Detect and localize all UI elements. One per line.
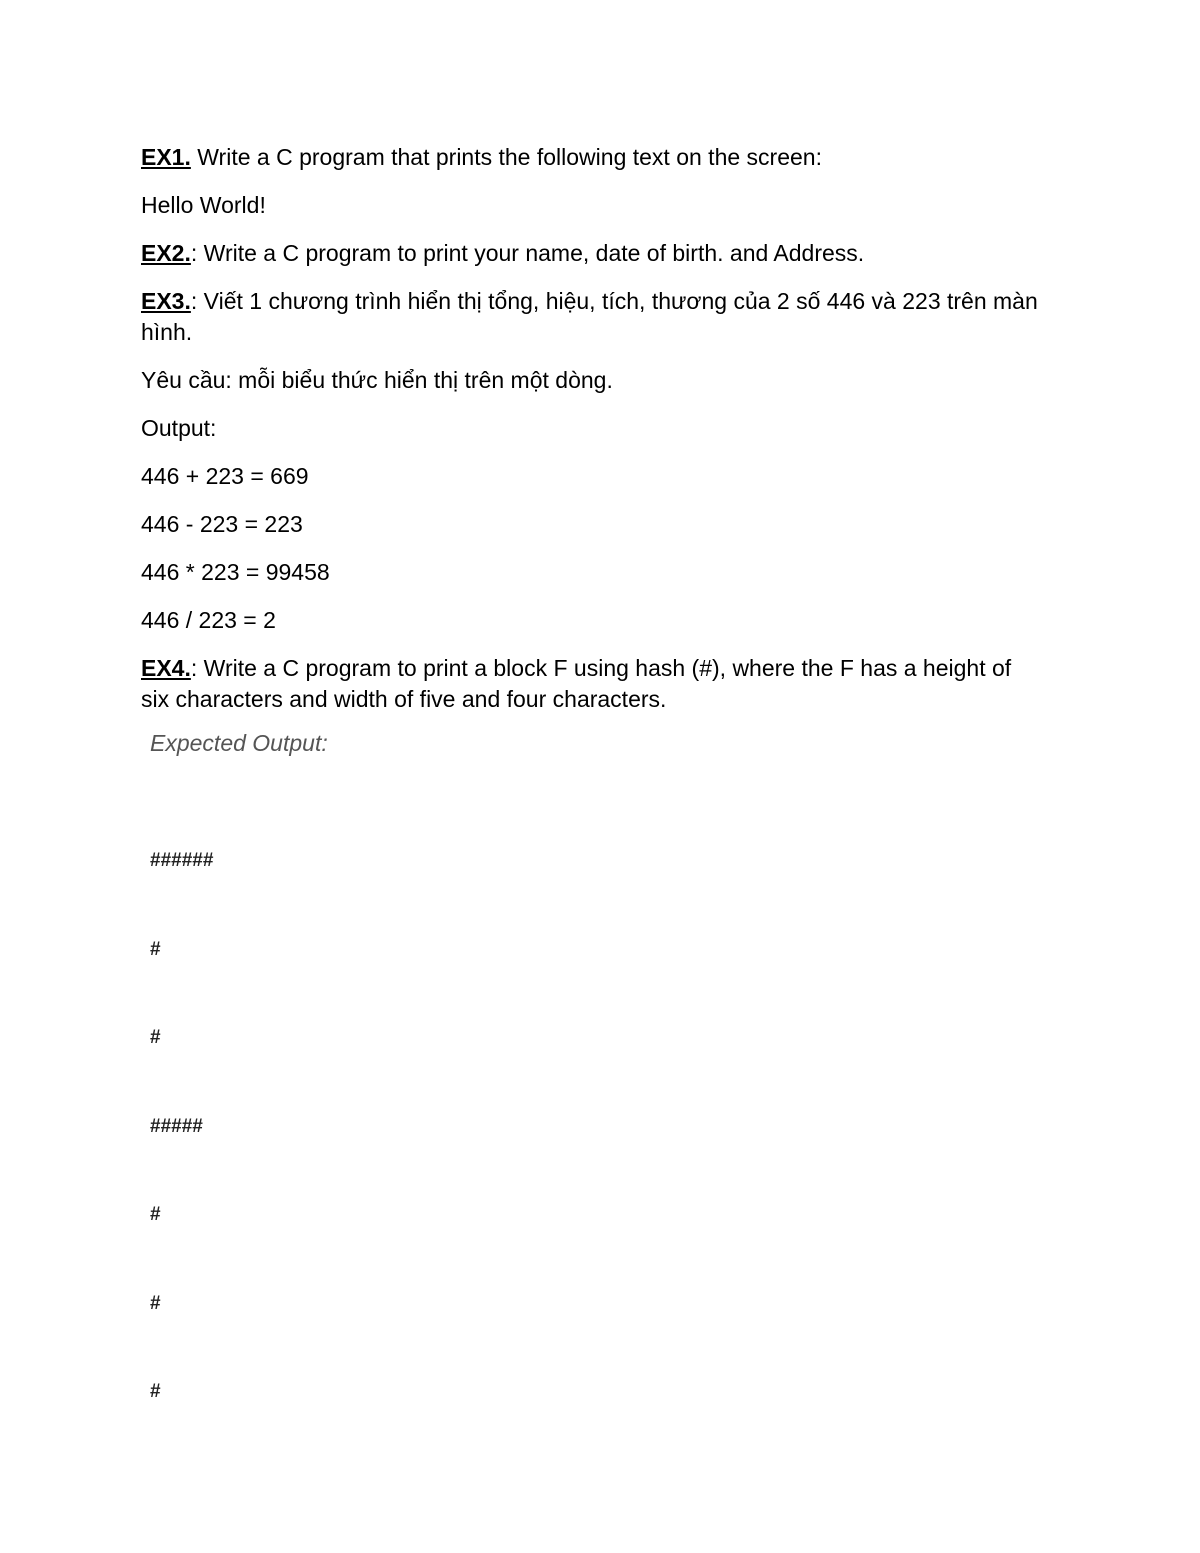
ex3-output-label: Output: — [141, 415, 217, 441]
ex1-paragraph — [141, 142, 1041, 173]
ex3-output-line: 446 - 223 = 223 — [141, 511, 303, 537]
ex3-requirement: Yêu cầu: mỗi biểu thức hiển thị trên một dòng. — [141, 367, 613, 393]
ex3-output-line: 446 * 223 = 99458 — [141, 559, 330, 585]
hash-line: ##### — [150, 1115, 203, 1137]
ex2-text: : Write a C program to print your name, date of birth. and Address. — [190, 240, 865, 266]
ex1-label: EX1. — [141, 144, 191, 170]
hash-line: # — [150, 1292, 161, 1314]
ex3-paragraph — [141, 286, 1041, 348]
ex4-paragraph — [141, 653, 1041, 715]
hash-line: # — [150, 938, 161, 960]
ex4-text: : Write a C program to print a block F using hash (#), where the F has a height of six characters and width of five and four characters. — [141, 655, 1012, 712]
hash-line: # — [150, 1381, 161, 1402]
ex3-output-line: 446 + 223 = 669 — [141, 463, 309, 489]
hash-block-f — [150, 787, 213, 1436]
hash-line: ###### — [150, 850, 214, 871]
ex4-label: EX4. — [141, 655, 191, 681]
ex2-label: EX2. — [141, 240, 191, 266]
document-body — [141, 142, 1041, 732]
ex3-text: : Viết 1 chương trình hiển thị tổng, hiệu, tích, thương của 2 số 446 và 223 trên màn hình. — [141, 288, 1038, 345]
hash-line: # — [150, 1204, 161, 1225]
ex1-output: Hello World! — [141, 192, 266, 218]
expected-output-label: Expected Output: — [150, 730, 328, 756]
ex3-label: EX3. — [141, 288, 191, 314]
ex3-output-line: 446 / 223 = 2 — [141, 607, 276, 633]
ex1-text: Write a C program that prints the following text on the screen: — [190, 144, 822, 170]
ex2-paragraph — [141, 238, 1041, 269]
hash-line: # — [150, 1027, 161, 1048]
